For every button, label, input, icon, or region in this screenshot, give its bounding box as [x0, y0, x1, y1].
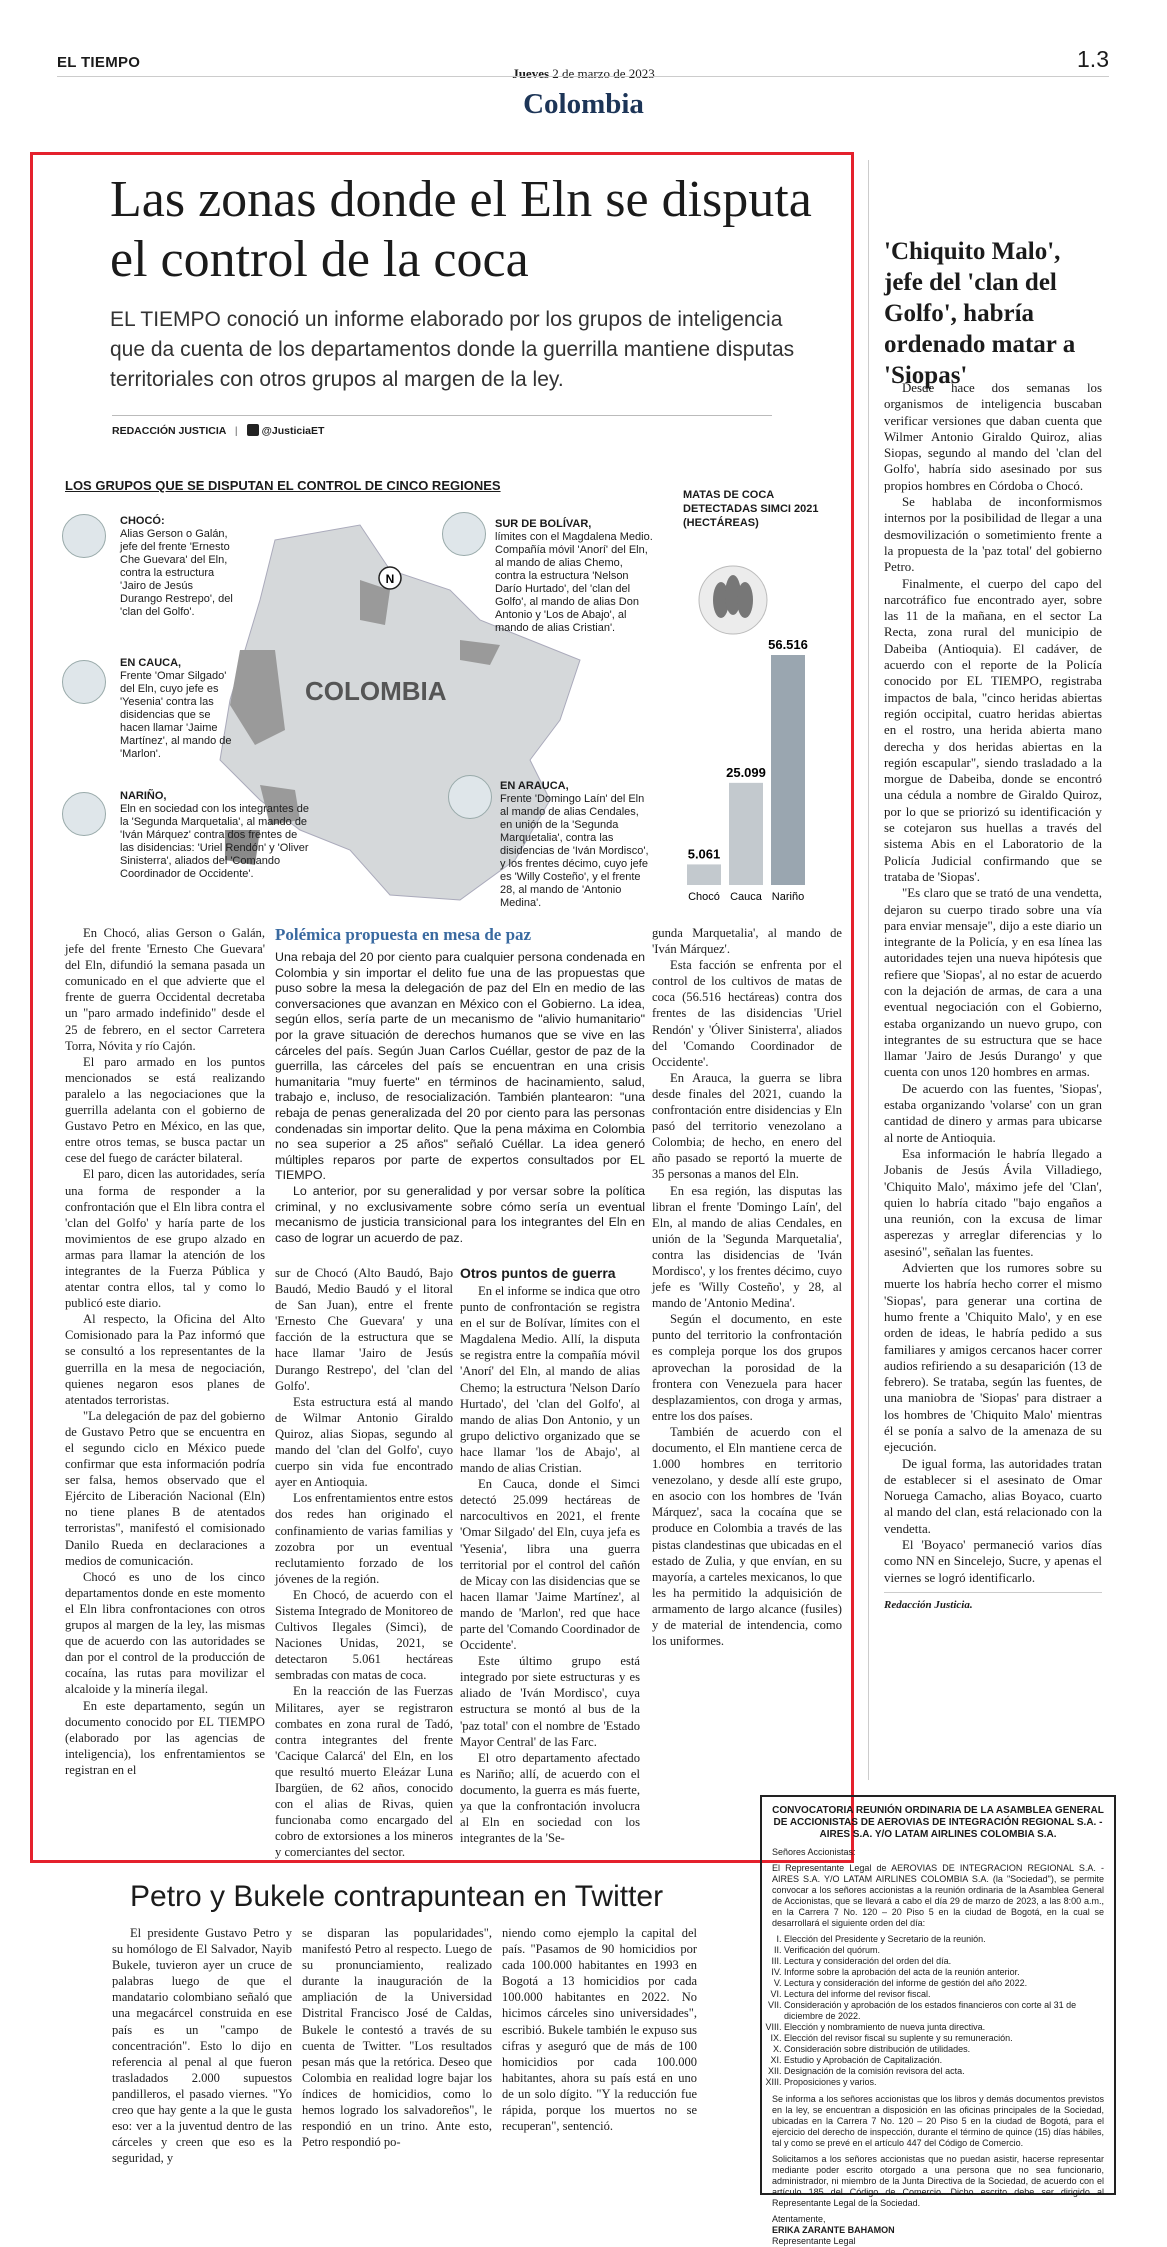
annotation-text: límites con el Magdalena Medio. Compañía móvil 'Anorí' del Eln, al mando de alias Chemo, contra la estructura 'Nelson Darío Hurtado', del 'clan del Golfo', al mando de alias Don Antonio y 'Los de Abajo', al mando de alias Cristian'.	[495, 531, 653, 634]
paragraph: El otro departamento afectado es Nariño; allí, de acuerdo con el documento, la guerra es más fuerte, ya que la confrontación involucra al Eln en sociedad con los integrantes de la 'Se-	[460, 1750, 640, 1846]
annotation-cauca	[120, 657, 235, 761]
bolivar-avatar-icon	[442, 512, 486, 556]
coca-bar-chart	[683, 545, 833, 905]
agenda-item: VIII. Elección y nombramiento de nueva junta directiva.	[784, 2022, 1104, 2033]
article-headline: Las zonas donde el Eln se disputa el control de la coca	[110, 171, 812, 288]
agenda-item: V. Lectura y consideración del informe de gestión del año 2022.	[784, 1978, 1104, 1989]
sidebar-headline: 'Chiquito Malo', jefe del 'clan del Golfo', habría ordenado matar a 'Siopas'	[884, 238, 1076, 389]
notice-greeting: Señores Accionistas:	[772, 1847, 856, 1857]
cauca-avatar-icon	[62, 660, 106, 704]
bar-chocó	[687, 864, 721, 885]
petro-column-1	[112, 1925, 292, 2166]
paragraph: En esa región, las disputas las libran el frente 'Domingo Laín', del Eln, al mando de alias Cendales, en unión de la 'Segunda Marquetalia', contra las disidencias de 'Iván Mordisco', y los frentes décimo, cuyo jefe es 'Willy Costeño', y 28, al mando de 'Antonio Medina'.	[652, 1183, 842, 1311]
byline	[112, 415, 772, 437]
annotation-bolivar	[495, 518, 655, 635]
notice-note: Se informa a los señores accionistas que los libros y demás documentos previstos en la ley, se encuentran a disposición en las oficinas principales de la Sociedad, ubicadas en la Carrera 7 No. 120 – 20 Piso 5 en la ciudad de Bogotá, para el ejercicio del derecho de inspección, durante el término de quince (15) días hábiles, tal y como se prevé en el artículo 447 del Código de Comercio.	[772, 2094, 1104, 2148]
paragraph: "La delegación de paz del gobierno de Gustavo Petro que se encuentra en el segundo ciclo en México puede confirmar que esta información podría ser falsa, hemos observado que el Ejército de Liberación Nacional (Eln) no tiene planes B de atentados terroristas", manifestó el comisionado Danilo Rueda en declaraciones a medios de comunicación.	[65, 1408, 265, 1568]
petro-column-2	[302, 1925, 492, 2150]
annotation-text: Frente 'Domingo Laín' del Eln al mando de alias Cendales, en unión de la 'Segunda Marquetalia', contra las disidencias de 'Iván Mordisco', y los frentes décimo, cuyo jefe es 'Willy Costeño', y el frente 28, al mando de 'Antonio Medina'.	[500, 793, 649, 909]
sidebar-credit: Redacción Justicia.	[884, 1592, 1102, 1613]
paragraph: Advierten que los rumores sobre su muerte los habría hecho correr el mismo 'Siopas', para generar una cortina de humo frente a 'Chiquito Malo', y en ese orden de ideas, le habría pedido a sus familiares y amigos cercanos hacer correr audios refiriendo a su desaparición (13 de febrero). Se trataba, según las fuentes, de una maniobra de 'Siopas' para distraer a los hombres de 'Chiquito Malo' mientras él se ponía a salvo de la amenaza de su ejecución.	[884, 1261, 1102, 1455]
paragraph: En este departamento, según un documento conocido por EL TIEMPO (elaborado por las agencias de inteligencia), los enfrentamientos se registran en el	[65, 1698, 265, 1777]
notice-note: Solicitamos a los señores accionistas que no puedan asistir, hacerse representar mediante poder escrito otorgado a una persona que no sea funcionario, administrador, ni miembro de la Junta Directiva de la Sociedad, de acuerdo con el artículo 185 del Código de Comercio. Dicho escrito debe ser dirigido al Representante Legal de la Sociedad.	[772, 2154, 1104, 2208]
annotation-text: Eln en sociedad con los integrantes de la 'Segunda Marquetalia', al mando de 'Iván Márquez' contra dos frentes de las disidencias: 'Uriel Rendón' y 'Oliver Sinisterra', aliados del 'Comando Coordinador de Occidente'.	[120, 803, 309, 880]
paragraph: Una rebaja del 20 por ciento para cualquier persona condenada en Colombia y sin importar el delito fue una de las propuestas que puso sobre la mesa la delegación de paz del Eln en medio de las conversaciones que avanzan en México con el Gobierno. La idea, según ellos, sería parte de un mecanismo de "alivio humanitario" por la grave situación de derechos humanos que se vive en las cárceles del país. Según Juan Carlos Cuéllar, gestor de paz de la guerrilla, las cárceles del país se encuentran en una crisis humanitaria "muy fuerte" en términos de hacinamiento, salud, trabajo e, incluso, de resocialización. También plantearon: "una rebaja de penas generalizada del 20 por ciento para las personas condenadas sin importar delito. Que la pena máxima en Colombia no sea superior a 25 años" señaló Cuéllar. La idea generó múltiples reparos por parte de expertos consultados por EL TIEMPO.	[275, 950, 645, 1183]
paragraph: En Chocó, alias Gerson o Galán, jefe del frente 'Ernesto Che Guevara' del Eln, difundió la semana pasada un comunicado en el que advierte que el frente de guerra Occidental decretaba un "paro armado indefinido" desde el 25 de febrero, en el sector Carretera Torra, Nóvita y río Cajón.	[65, 926, 265, 1053]
paragraph: Esa información le habría llegado a Jobanis de Jesús Ávila Villadiego, 'Chiquito Malo', máximo jefe del 'Clan', quien lo habría citado "bajo engaños a una reunión, con la excusa de limar asperezas y arreglar diferencias y lo asesinó", señalan las fuentes.	[884, 1146, 1102, 1259]
paragraph: Chocó es uno de los cinco departamentos donde en este momento el Eln libra confrontaciones con otros grupos al margen de la ley, las mismas que de acuerdo con las autoridades se dan por el control de la producción de cocaína, las rutas para movilizar el alcaloide y la minería ilegal.	[65, 1569, 265, 1697]
petro-column-3	[502, 1925, 697, 2134]
paragraph: Lo anterior, por su generalidad y por versar sobre la política criminal, y no exclusivamente sobre cómo sería un eventual mecanismo de justicia transicional para los integrantes del Eln en caso de lograr un acuerdo de paz.	[275, 1183, 645, 1245]
paragraph: El paro armado en los puntos mencionados se está realizando paralelo a las negociaciones que la guerrilla adelanta con el gobierno de Gustavo Petro en México, en las que, entre otros temas, se busca pactar un cese del fuego de carácter bilateral.	[65, 1054, 265, 1166]
notice-closing: Atentamente,	[772, 2214, 826, 2224]
legal-notice	[760, 1795, 1116, 2246]
coca-leaf-icon	[699, 566, 767, 634]
choco-avatar-icon	[62, 514, 106, 558]
article-column-3	[460, 1283, 640, 1846]
agenda-item: X. Consideración sobre distribución de utilidades.	[784, 2044, 1104, 2055]
paragraph: Este último grupo está integrado por siete estructuras y es aliado de 'Iván Mordisco', cuya estructura se montó al bus de la 'paz total' con el nombre de 'Estado Mayor Central' de las Farc.	[460, 1654, 640, 1749]
annotation-title: EN ARAUCA,	[500, 780, 569, 792]
paragraph: se disparan las popularidades", manifestó Petro al respecto. Luego de su pronunciamiento, realizado durante la inauguración de la ampliación de la Universidad Distrital Francisco José de Caldas, Bukele le contestó a través de su cuenta de Twitter. "Los resultados pesan más que la retórica. Deseo que Colombia en realidad logre bajar los índices de homicidios, como lo hemos logrado los salvadoreños", le respondió en un trino. Ante esto, Petro respondió po-	[302, 1926, 492, 2150]
paragraph: Desde hace dos semanas los organismos de inteligencia buscaban verificar versiones que daban cuenta que Wilmer Antonio Giraldo Quiroz, alias Siopas, segundo al mando del 'clan del Golfo', habría sido asesinado por sus propios hombres en Córdoba o Chocó.	[884, 381, 1102, 493]
annotation-narino	[120, 790, 310, 881]
article-column-2	[275, 1265, 453, 1860]
bar-cauca	[729, 783, 763, 885]
paragraph: En la reacción de las Fuerzas Militares, ayer se registraron combates en zona rural de Tadó, contra integrantes del frente 'Cacique Calarcá' del Eln, en los que resultó muerto Eleázar Luna Ibargüen, de 62 años, conocido con el alias de Rivas, quien funcionaba como encargado del cobro de extorsiones a los mineros y comerciantes del sector.	[275, 1684, 453, 1860]
arauca-avatar-icon	[448, 775, 492, 819]
twitter-icon	[247, 424, 259, 436]
paragraph: Según el documento, en este punto del territorio la confrontación es compleja porque los dos grupos aprovechan la porosidad de la frontera con Venezuela para hacer desplazamientos, con droga y armas, entre los dos países.	[652, 1312, 842, 1423]
notice-body: El Representante Legal de AEROVIAS DE INTEGRACION REGIONAL S.A. - AIRES S.A. Y/O LATAM AIRLINES COLOMBIA S.A. (la "Sociedad"), se permite convocar a los señores accionistas a la reunión ordinaria de la Asamblea General de Accionistas, que se llevará a cabo el día 29 de marzo de 2023, a las 8:00 a.m., en la Carrera 7 No. 120 – 20 Piso 5 en la ciudad de Bogotá, en la cual se desarrollará el siguiente orden del día:	[772, 1863, 1104, 1928]
compass-icon	[379, 567, 401, 589]
sidebar-divider	[868, 160, 869, 1780]
paragraph: También de acuerdo con el documento, el Eln mantiene cerca de 1.000 hombres en territorio venezolano, y desde allí este grupo, en asocio con los hombres de 'Iván Márquez', saca la cocaína que se produce en Colombia a través de las pistas clandestinas que ubicadas en el estado de Zulia, y que envían, en su mayoría, a carteles mexicanos, lo que les ha permitido la adquisición de armamento de largo alcance (fusiles) y de material de intendencia, como los uniformes.	[652, 1424, 842, 1649]
agenda-item: XI. Estudio y Aprobación de Capitalización.	[784, 2055, 1104, 2066]
agenda-item: VI. Lectura del informe del revisor fiscal.	[784, 1989, 1104, 2000]
bar-value-label: 56.516	[768, 637, 808, 652]
paragraph: El presidente Gustavo Petro y su homólogo de El Salvador, Nayib Bukele, tuvieron ayer un cruce de palabras luego de que el mandatario colombiano señaló que una megacárcel construida en ese país es un "campo de concentración". Esto lo dijo en referencia al penal al que fueron trasladados 2.000 supuestos pandilleros, el pasado viernes. "Yo creo que hay gente a la que le gusta eso: ver a la juventud dentro de las cárceles y creen que eso es la seguridad, y	[112, 1926, 292, 2166]
paragraph: "Es claro que se trató de una vendetta, dejaron su cuerpo tirado sobre una vía para enviar mensaje", dijo a este diario un integrante de la Policía, y en esa línea las autoridades tejen una nueva hipótesis que refiere que 'Siopas', al no estar de acuerdo con la dejación de armas, de cara a una eventual negociación con el Gobierno, estaba organizando un nuevo grupo, con integrantes de su estructura que se hace llamar 'Jairo de Jesús Durango' y que cuenta con unos 120 hombres en armas.	[884, 886, 1102, 1080]
date-rest: 2 de marzo de 2023	[552, 66, 655, 81]
brand-name: EL TIEMPO	[57, 54, 141, 71]
paragraph: Finalmente, el cuerpo del capo del narcotráfico fue encontrado ayer, sobre las 11 de la mañana, en el sector La Recta, zona rural del municipio de Dabeiba (Antioquia). El cadáver, de acuerdo con el reporte de la Policía conocido por EL TIEMPO, registraba impactos de bala, "cinco heridas abiertas región occipital, cuatro heridas abiertas en el rostro, una herida abierta mano derecha y dos heridas abiertas en la región escapular", siendo trasladado a la morgue de Dabeiba, donde se encontró una cédula a nombre de Giraldo Quiroz, por lo que se priorizó su identificación y se cotejaron sus huellas a través del sistema Abis en el Laboratorio de la Policía Judicial confirmando que se trataba de 'Siopas'.	[884, 576, 1102, 884]
graphic-title: LOS GRUPOS QUE SE DISPUTAN EL CONTROL DE CINCO REGIONES	[65, 478, 501, 493]
bar-nariño	[771, 655, 805, 885]
byline-handle: @JusticiaET	[261, 425, 325, 437]
annotation-title: NARIÑO,	[120, 790, 167, 802]
paragraph: sur de Chocó (Alto Baudó, Bajo Baudó, Medio Baudó y el litoral de San Juan), entre el frente 'Ernesto Che Guevara' y una facción de la estructura que se hace llamar 'Jairo de Jesús Durango Restrepo', del 'clan del Golfo'.	[275, 1266, 453, 1393]
article-box-polemica	[275, 950, 645, 1246]
annotation-choco	[120, 515, 235, 619]
byline-author: REDACCIÓN JUSTICIA	[112, 425, 226, 437]
annotation-title: SUR DE BOLÍVAR,	[495, 518, 592, 530]
paragraph: Esta facción se enfrenta por el control de los cultivos de matas de coca (56.516 hectáreas) contra dos frentes de las disidencias 'Uriel Rendón' y 'Óliver Sinisterra', aliados del 'Comando Coordinador de Occidente'.	[652, 958, 842, 1069]
annotation-text: Frente 'Omar Silgado' del Eln, cuyo jefe es 'Yesenia' contra las disidencias que se hacen llamar 'Jaime Martínez', al mando de 'Marlon'.	[120, 670, 232, 760]
article-column-4	[652, 925, 842, 1649]
paragraph: De igual forma, las autoridades tratan de establecer si el asesinato de Omar Noruega Camacho, alias Boyaco, cuarto al mando del clan, está relacionado con la vendetta.	[884, 1456, 1102, 1536]
subhead-polemica: Polémica propuesta en mesa de paz	[275, 925, 532, 944]
chart-title: MATAS DE COCA DETECTADAS SIMCI 2021 (HECTÁREAS)	[683, 489, 819, 529]
agenda-item: I. Elección del Presidente y Secretario de la reunión.	[784, 1934, 1104, 1945]
date-day: Jueves	[512, 66, 550, 81]
map-country-label: COLOMBIA	[305, 676, 447, 706]
paragraph: En el informe se indica que otro punto de confrontación se registra en el sur de Bolívar, límites con el Magdalena Medio. Allí, la disputa se registra entre la compañía móvil 'Anorí' del Eln, al mando de alias Chemo; la estructura 'Nelson Darío Hurtado', del 'clan del Golfo', al mando de alias Don Antonio, y un grupo delictivo organizado que se hace llamar 'los de Abajo', al mando de alias Cristian.	[460, 1284, 640, 1476]
sidebar-body	[884, 380, 1102, 1613]
bar-category-label: Chocó	[688, 891, 720, 903]
notice-signer: ERIKA ZARANTE BAHAMON	[772, 2225, 895, 2235]
paragraph: Se hablaba de inconformismos internos por la posibilidad de llegar a una desmovilización o sometimiento frente a la propuesta de la 'paz total' del gobierno Petro.	[884, 495, 1102, 575]
paragraph: De acuerdo con las fuentes, 'Siopas', estaba organizando 'volarse' con un gran cantidad de dinero y armas para ubicarse al norte de Antioquia.	[884, 1081, 1102, 1145]
annotation-title: EN CAUCA,	[120, 657, 182, 669]
date-line	[0, 66, 1167, 82]
paragraph: Los enfrentamientos entre estos dos redes han originado el confinamiento de varias familias y zozobra por un eventual reclutamiento forzado de los jóvenes de la región.	[275, 1491, 453, 1586]
agenda-item: IV. Informe sobre la aprobación del acta de la reunión anterior.	[784, 1967, 1104, 1978]
paragraph: El 'Boyaco' permaneció varios días como NN en Sincelejo, Sucre, y apenas el viernes se logró identificarlo.	[884, 1538, 1102, 1585]
agenda-item: II. Verificación del quórum.	[784, 1945, 1104, 1956]
paragraph: gunda Marquetalia', al mando de 'Iván Márquez'.	[652, 926, 842, 957]
annotation-title: CHOCÓ:	[120, 515, 165, 527]
agenda-item: XIII. Proposiciones y varios.	[784, 2077, 1104, 2088]
subhead-otros-puntos: Otros puntos de guerra	[460, 1265, 616, 1281]
paragraph: Esta estructura está al mando de Wilmar Antonio Giraldo Quiroz, alias Siopas, segundo al mando del 'clan del Golfo', cuyo cuerpo sin vida fue encontrado ayer en Antioquia.	[275, 1394, 453, 1490]
byline-divider: |	[234, 425, 238, 437]
notice-agenda	[784, 1934, 1104, 2088]
bar-category-label: Cauca	[730, 891, 762, 903]
petro-headline: Petro y Bukele contrapuntean en Twitter	[130, 1880, 664, 1913]
notice-role: Representante Legal	[772, 2236, 856, 2246]
paragraph: niendo como ejemplo la capital del país. "Pasamos de 90 homicidios por cada 100.000 habitantes en 1993 en Bogotá a 13 homicidios por cada 100.000 habitantes en 2022. No hicimos cárceles sino universidades", escribió. Bukele también le expuso sus cifras y aseguró que de más de 100 homicidios por cada 100.000 habitantes, ahora su país está en uno de un solo dígito. "Y la reducción fue rápida, porque los muertos no se recuperan", sentenció.	[502, 1926, 697, 2134]
header-divider	[57, 76, 1109, 77]
paragraph: El paro, dicen las autoridades, sería una forma de responder a la confrontación que el Eln libra contra el 'clan del Golfo' y haría parte de los movimientos de ese grupo alzado en armas para llamar la atención de los integrantes de la Fuerza Pública y atentar contra ellos, tal y como lo publicó este diario.	[65, 1167, 265, 1311]
notice-title: CONVOCATORIA REUNIÓN ORDINARIA DE LA ASAMBLEA GENERAL DE ACCIONISTAS DE AEROVIAS DE INTEGRACIÓN REGIONAL S.A. - AIRES S.A. Y/O LATAM AIRLINES COLOMBIA S.A.	[772, 1805, 1104, 1840]
paragraph: En Chocó, de acuerdo con el Sistema Integrado de Monitoreo de Cultivos Ilegales (Simci), de Naciones Unidas, 2021, se detectaron 5.061 hectáreas sembradas con matas de coca.	[275, 1587, 453, 1683]
agenda-item: XII. Designación de la comisión revisora del acta.	[784, 2066, 1104, 2077]
paragraph: Al respecto, la Oficina del Alto Comisionado para la Paz informó que se consultó a los representantes de la guerrilla en la mesa de negociación, quienes negaron esos planes de atentados terroristas.	[65, 1312, 265, 1407]
agenda-item: VII. Consideración y aprobación de los estados financieros con corte al 31 de diciembre de 2022.	[784, 2000, 1104, 2022]
narino-avatar-icon	[62, 792, 106, 836]
compass-label: N	[385, 572, 395, 586]
agenda-item: III. Lectura y consideración del orden del día.	[784, 1956, 1104, 1967]
paragraph: En Cauca, donde el Simci detectó 25.099 hectáreas de narcocultivos en 2021, el frente 'Omar Silgado' del Eln, cuya jefa es 'Yesenia', libra una guerra territorial por el control del cañón de Micay con las disidencias que se hacen llamar 'Jaime Martínez', al mando de 'Marlon', red que hace parte del 'Comando Coordinador de Occidente'.	[460, 1477, 640, 1653]
bar-value-label: 5.061	[687, 846, 721, 862]
paragraph: En Arauca, la guerra se libra desde finales del 2021, cuando la confrontación entre disidencias y Eln pasó del territorio venezolano a Colombia; de hecho, en enero del año pasado se reportó la muerte de 35 personas a manos del Eln.	[652, 1070, 842, 1182]
article-lead: EL TIEMPO conoció un informe elaborado por los grupos de inteligencia que da cuenta de los departamentos donde la guerrilla mantiene disputas territoriales con otros grupos al margen de la ley.	[110, 308, 795, 391]
annotation-arauca	[500, 780, 650, 910]
page-number: 1.3	[1077, 46, 1109, 72]
article-column-1	[65, 925, 265, 1778]
bar-category-label: Nariño	[771, 891, 805, 903]
agenda-item: IX. Elección del revisor fiscal su suplente y su remuneración.	[784, 2033, 1104, 2044]
bar-value-label: 25.099	[726, 764, 766, 780]
annotation-text: Alias Gerson o Galán, jefe del frente 'Ernesto Che Guevara' del Eln, contra la estructura 'Jairo de Jesús Durango Restrepo', del 'clan del Golfo'.	[120, 528, 233, 618]
section-title: Colombia	[523, 88, 644, 120]
